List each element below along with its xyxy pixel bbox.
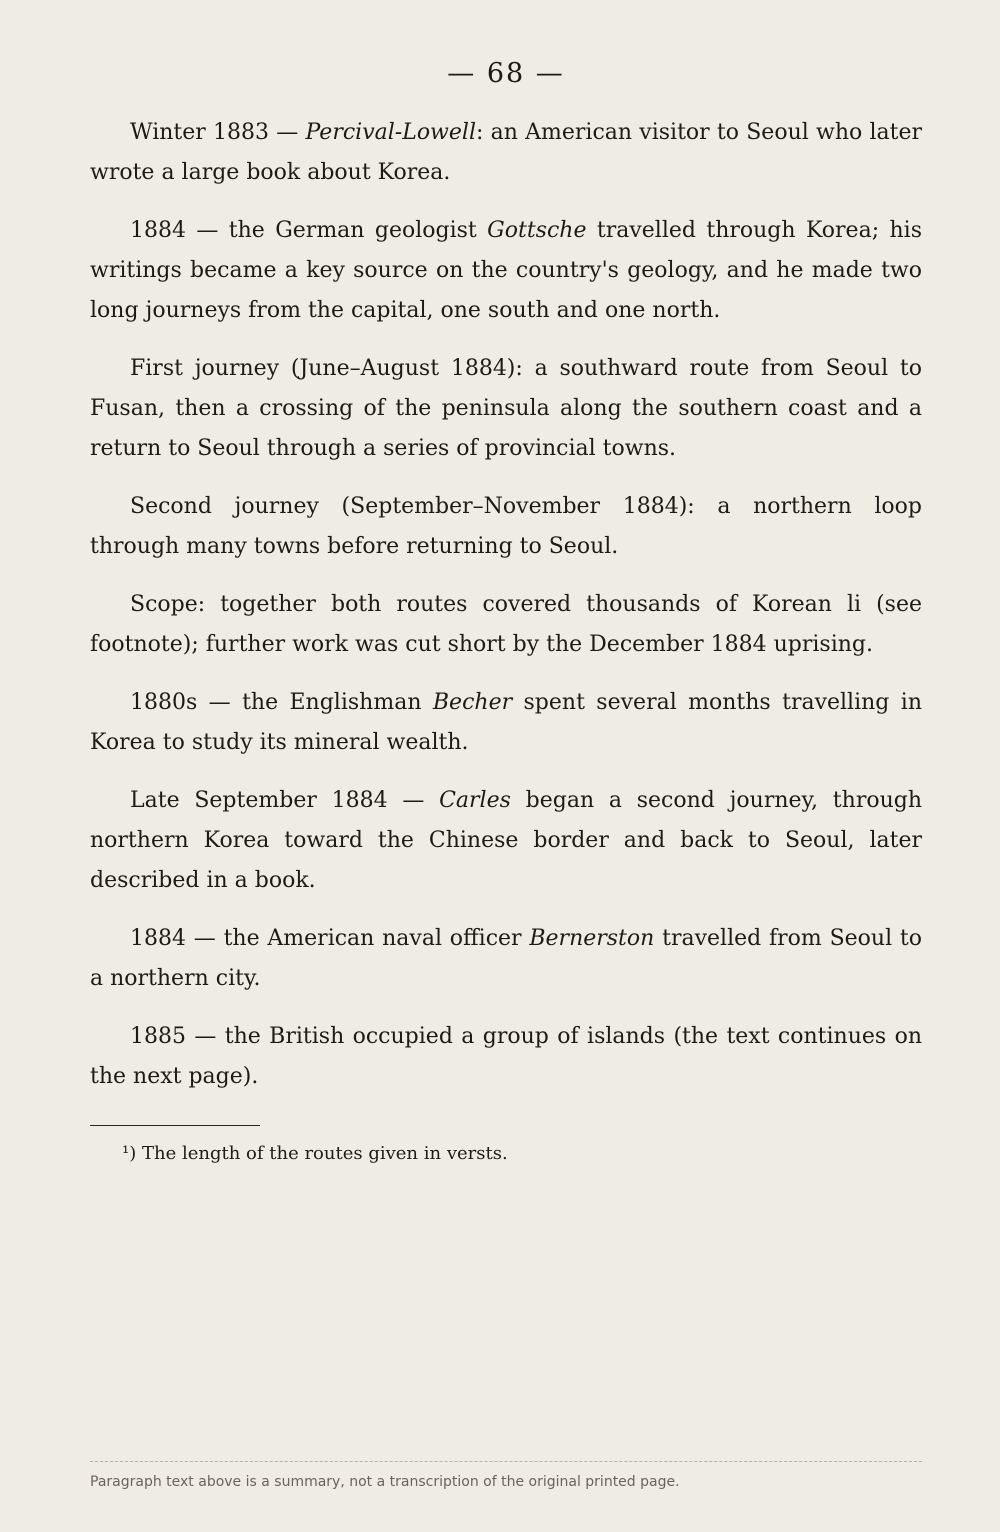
paragraph-rest: travelled from Seoul to a northern city. [90, 926, 922, 991]
paragraph-rest: : an American visitor to Seoul who later wrote a large book about Korea. [90, 120, 922, 185]
paragraph-lead: 1884 — the American naval officer [130, 926, 530, 951]
paragraph-rest: began a second journey, through northern Korea toward the Chinese border and back to Seoul, later described in a book. [90, 788, 922, 893]
paragraph-lead: Winter 1883 — [130, 120, 306, 145]
person-name: Bernerston [529, 926, 655, 951]
paragraph-rest: a southward route from Seoul to Fusan, then a crossing of the peninsula along the southern coast and a return to Seoul through a series of provincial towns. [90, 356, 922, 461]
paragraph-rest: the British occupied a group of islands (the text continues on the next page). [90, 1024, 922, 1089]
person-name: Percival-Lowell [305, 120, 476, 145]
summary-notice: Paragraph text above is a summary, not a transcription of the original printed page. [90, 1461, 922, 1492]
footnote-marker: ¹) [122, 1143, 137, 1164]
paragraph-lead: 1880s — the Englishman [130, 690, 433, 715]
paragraph [90, 349, 922, 469]
paragraph [90, 683, 922, 763]
person-name: Gottsche [487, 218, 587, 243]
footnote [90, 1140, 922, 1168]
paragraph-lead: First journey (June–August 1884): [130, 356, 535, 381]
paragraph [90, 1017, 922, 1097]
paragraph [90, 113, 922, 193]
paragraph [90, 211, 922, 331]
paragraph-rest: spent several months travelling in Korea to study its mineral wealth. [90, 690, 922, 755]
paragraph-lead: 1885 — [130, 1024, 225, 1049]
paragraph-lead: Second journey (September–November 1884): [130, 494, 718, 519]
paragraph-lead: 1884 — the German geologist [130, 218, 488, 243]
page-number: — 68 — [447, 58, 565, 89]
person-name: Becher [432, 690, 513, 715]
footnote-divider [90, 1125, 260, 1126]
person-name: Carles [439, 788, 511, 813]
paragraph [90, 781, 922, 901]
body-text [90, 113, 922, 1097]
paragraph [90, 919, 922, 999]
paragraph-lead: Late September 1884 — [130, 788, 440, 813]
paragraph-rest: travelled through Korea; his writings became a key source on the country's geology, and he made two long journeys from the capital, one south and one north. [90, 218, 922, 323]
footnote-text: The length of the routes given in versts. [141, 1143, 508, 1164]
paragraph [90, 487, 922, 567]
paragraph-rest: a northern loop through many towns before returning to Seoul. [90, 494, 922, 559]
paragraph-lead: Scope: [130, 592, 221, 617]
paragraph [90, 585, 922, 665]
paragraph-rest: together both routes covered thousands of Korean li (see footnote); further work was cut short by the December 1884 uprising. [90, 592, 922, 657]
